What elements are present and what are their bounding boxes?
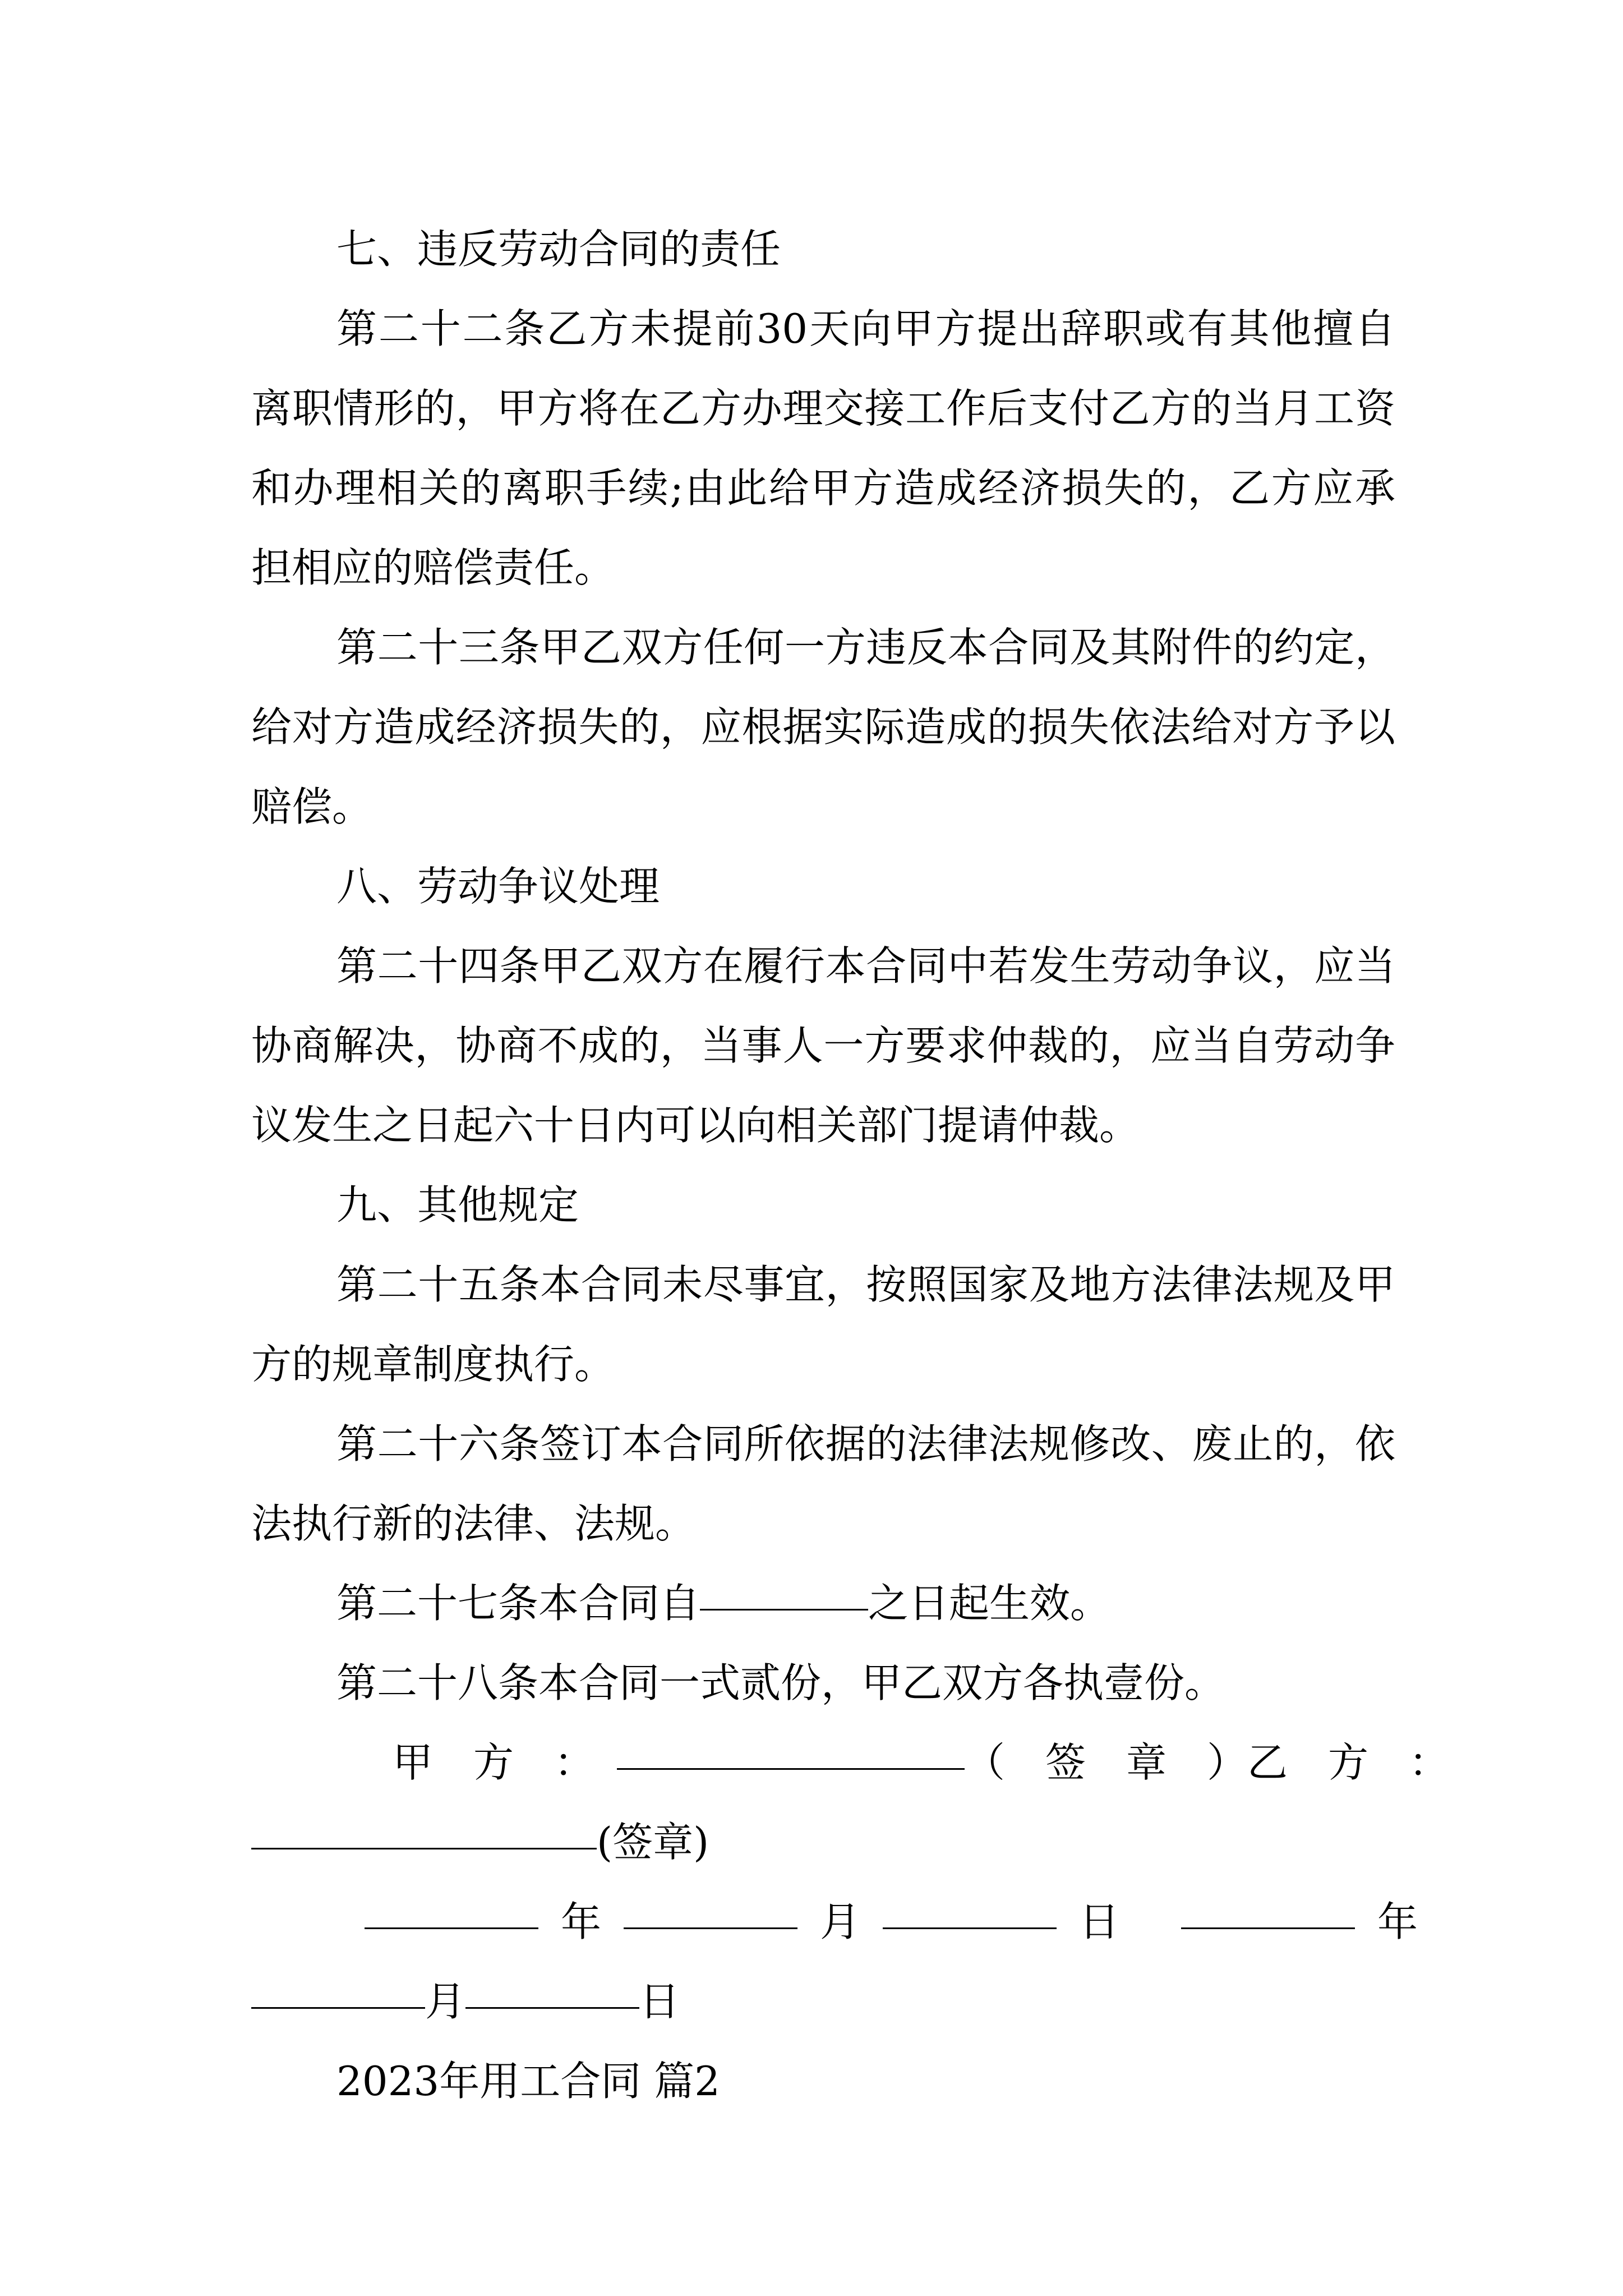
article-24: 第二十四条甲乙双方在履行本合同中若发生劳动争议，应当协商解决，协商不成的，当事人一方要求仲裁的，应当自劳动争议发生之日起六十日内可以向相关部门提请仲裁。 bbox=[251, 942, 1395, 1149]
party-a-month-blank bbox=[624, 1927, 797, 1929]
date-row bbox=[251, 1882, 1418, 1962]
party-a-day-label: 日 bbox=[1079, 1898, 1120, 1945]
article-25: 第二十五条本合同未尽事宜，按照国家及地方法律法规及甲方的规章制度执行。 bbox=[251, 1261, 1395, 1388]
party-a-year-label: 年 bbox=[561, 1898, 602, 1945]
party-b-signature-blank bbox=[251, 1848, 597, 1849]
party-b-year-blank bbox=[1181, 1927, 1355, 1929]
party-a-day-blank bbox=[883, 1927, 1057, 1929]
article-27-prefix: 第二十七条本合同自 bbox=[336, 1580, 700, 1627]
party-a-seal-label: （ 签 章 ） bbox=[965, 1739, 1248, 1786]
section-7-title: 七、违反劳动合同的责任 bbox=[336, 226, 781, 273]
article-27 bbox=[251, 1563, 1395, 1643]
party-b-day-blank bbox=[465, 2007, 639, 2009]
party-b-month-label: 月 bbox=[425, 1978, 466, 2025]
article-22: 第二十二条乙方未提前30天向甲方提出辞职或有其他擅自离职情形的，甲方将在乙方办理交接工作后支付乙方的当月工资和办理相关的离职手续;由此给甲方造成经济损失的，乙方应承担相应的赔偿责任。 bbox=[251, 305, 1395, 591]
article-28: 第二十八条本合同一式贰份，甲乙双方各执壹份。 bbox=[336, 1659, 1225, 1706]
article-27-suffix: 之日起生效。 bbox=[868, 1580, 1111, 1627]
date-row-2 bbox=[251, 1962, 1395, 2041]
section-8-title: 八、劳动争议处理 bbox=[336, 863, 660, 910]
signature-row bbox=[251, 1723, 1450, 1802]
article-26: 第二十六条签订本合同所依据的法律法规修改、废止的，依法执行新的法律、法规。 bbox=[251, 1420, 1395, 1547]
party-a-label: 甲 方 ： bbox=[393, 1739, 595, 1786]
party-b-label: 乙 方 ： bbox=[1247, 1739, 1450, 1786]
effective-date-blank bbox=[700, 1609, 868, 1611]
party-b-seal-label: (签章) bbox=[597, 1819, 709, 1866]
party-b-day-label: 日 bbox=[639, 1978, 680, 2025]
party-a-month-label: 月 bbox=[820, 1898, 861, 1945]
party-a-signature-blank bbox=[617, 1768, 965, 1770]
party-b-year-label: 年 bbox=[1377, 1898, 1418, 1945]
party-a-year-blank bbox=[365, 1927, 538, 1929]
contract-body bbox=[251, 209, 1450, 2121]
next-contract-title: 2023年用工合同 篇2 bbox=[336, 2058, 720, 2105]
party-b-month-blank bbox=[251, 2007, 425, 2009]
signature-row-2 bbox=[251, 1802, 1395, 1882]
article-23: 第二十三条甲乙双方任何一方违反本合同及其附件的约定，给对方造成经济损失的，应根据实际造成的损失依法给对方予以赔偿。 bbox=[251, 624, 1395, 830]
section-9-title: 九、其他规定 bbox=[336, 1181, 579, 1228]
